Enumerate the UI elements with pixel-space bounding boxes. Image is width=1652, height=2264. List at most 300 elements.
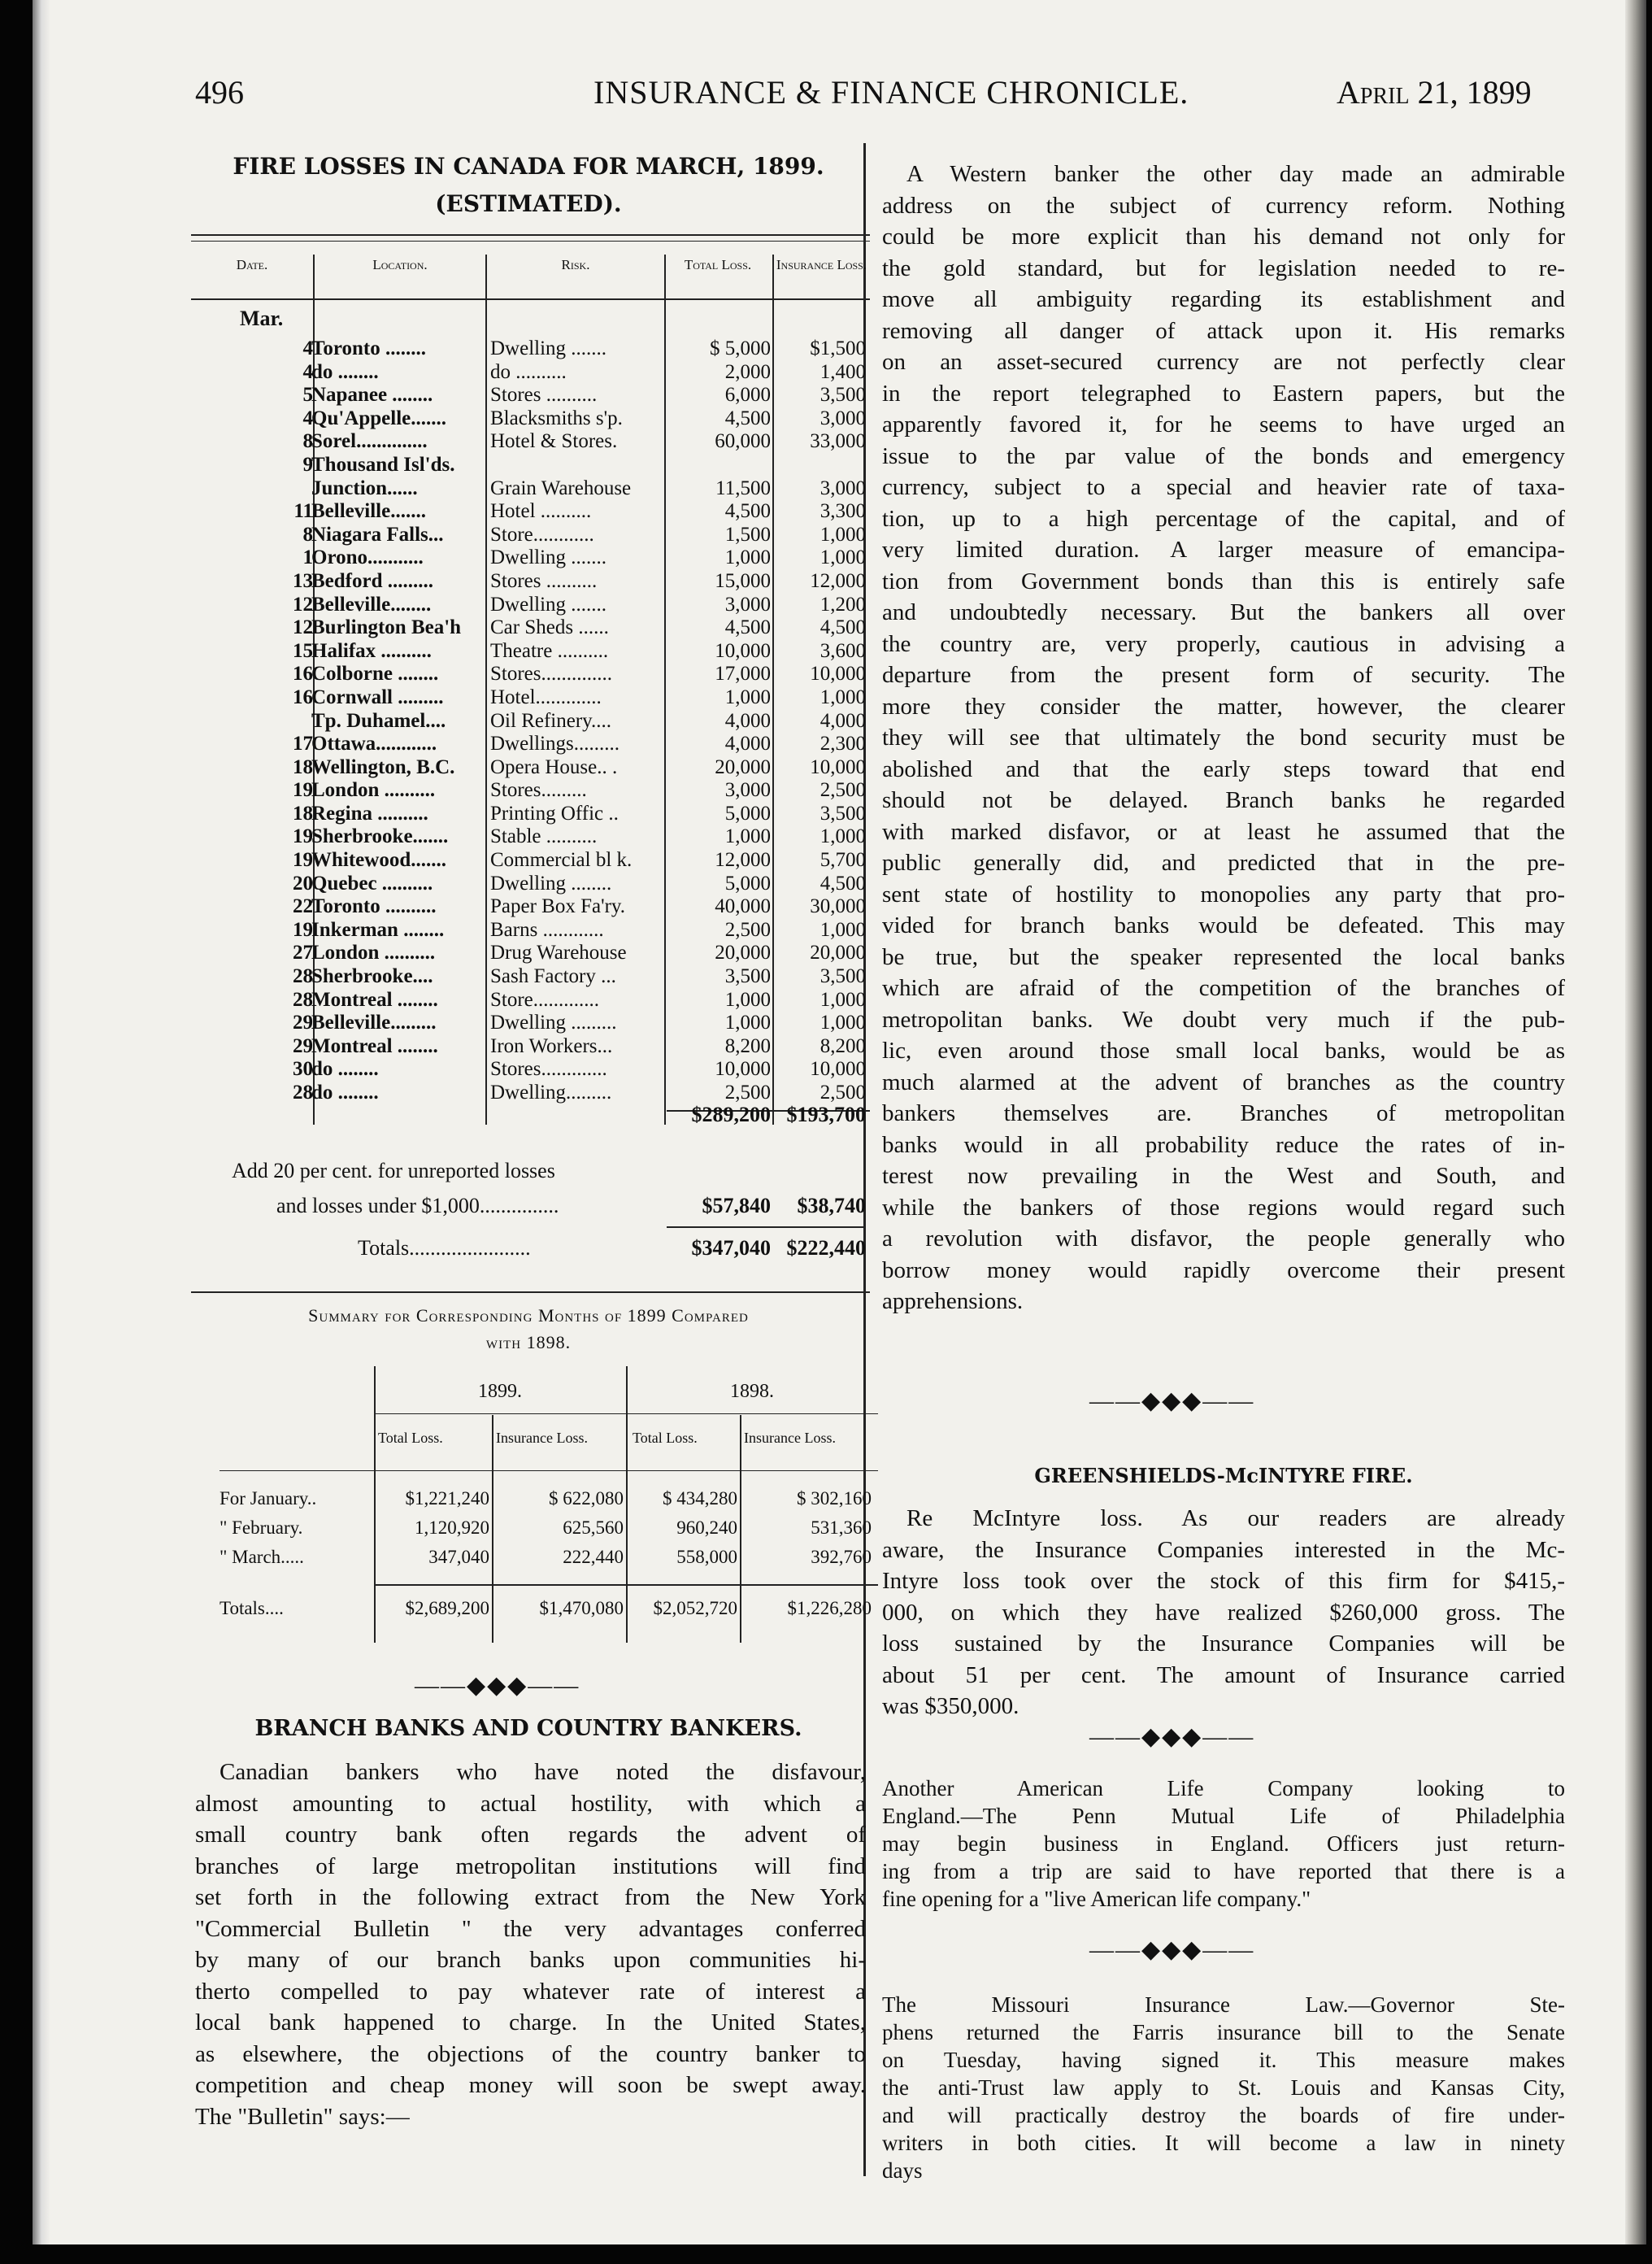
row-insurance-loss: 1,000 xyxy=(819,918,866,941)
text-line: address on the subject of currency reform. Nothing xyxy=(882,192,1565,219)
issue-date: April 21, 1899 xyxy=(1337,74,1532,111)
table-row xyxy=(191,500,870,524)
row-location: Junction...... xyxy=(311,477,418,499)
table-row xyxy=(191,546,870,570)
row-total-loss: 3,000 xyxy=(724,593,771,616)
row-total-loss: 4,500 xyxy=(724,616,771,639)
row-risk: Drug Warehouse xyxy=(490,942,627,964)
text-line: on an asset-secured currency are not perfectly clear xyxy=(882,349,1565,375)
row-risk: Paper Box Fa'ry. xyxy=(490,895,626,918)
page-binding-shadow xyxy=(33,0,50,2244)
text-line: apparently favored it, for he seems to have urged an xyxy=(882,411,1565,438)
row-location: Orono........... xyxy=(311,546,424,569)
text-line: loss sustained by the Insurance Companies will be xyxy=(882,1631,1565,1657)
text-line: currency, subject to a special and heavier rate of taxa- xyxy=(882,474,1565,500)
row-total-loss: 17,000 xyxy=(715,663,771,686)
row-insurance-loss: 10,000 xyxy=(810,755,866,778)
row-total-loss: 4,500 xyxy=(724,407,771,429)
table-row xyxy=(191,873,870,896)
summary-cell-label: " February. xyxy=(220,1517,303,1538)
text-line: tion, up to a high percentage of the capital, and of xyxy=(882,505,1565,532)
text-line: days xyxy=(882,2158,923,2183)
row-risk: Dwelling ....... xyxy=(490,546,607,569)
table-row xyxy=(191,849,870,873)
text-line: terest now prevailing in the West and South, and xyxy=(882,1163,1565,1189)
table-row xyxy=(191,663,870,686)
add-percent-line-2: and losses under $1,000............... xyxy=(276,1194,559,1217)
add-insurance-loss: $38,740 xyxy=(797,1194,866,1217)
row-date: 19 xyxy=(293,918,313,941)
row-location: Whitewood....... xyxy=(311,849,446,872)
row-insurance-loss: 1,000 xyxy=(819,523,866,546)
fire-losses-title: FIRE LOSSES IN CANADA FOR MARCH, 1899. xyxy=(233,153,824,180)
table-row xyxy=(191,710,870,734)
row-risk: Stores.............. xyxy=(490,663,612,686)
row-total-loss: 6,000 xyxy=(724,384,771,407)
row-total-loss: 4,500 xyxy=(724,500,771,523)
row-location: Napanee ........ xyxy=(311,384,433,407)
row-risk: Sash Factory ... xyxy=(490,965,616,988)
summary-cell-a: 347,040 xyxy=(428,1547,489,1567)
text-line: apprehensions. xyxy=(882,1288,1024,1314)
text-line: set forth in the following extract from the New York xyxy=(195,1884,866,1910)
summary-totals-a: $2,689,200 xyxy=(405,1598,489,1618)
row-location: Inkerman ........ xyxy=(311,918,445,941)
summary-table xyxy=(220,1366,878,1643)
row-risk: Stores .......... xyxy=(490,384,598,407)
row-insurance-loss: 1,000 xyxy=(819,825,866,848)
row-insurance-loss: 10,000 xyxy=(810,663,866,686)
row-date: 19 xyxy=(293,779,313,802)
row-risk: Stores......... xyxy=(490,779,587,802)
text-line: metropolitan banks. We doubt very much if the pub- xyxy=(882,1006,1565,1033)
text-line: much alarmed at the advent of branches as the country xyxy=(882,1069,1565,1095)
table-row xyxy=(191,477,870,501)
text-line: therto compelled to pay whatever rate of interest a xyxy=(195,1978,866,2005)
totals-rule xyxy=(667,1226,866,1228)
row-location: Quebec .......... xyxy=(311,872,433,895)
table-row xyxy=(191,989,870,1012)
row-date: 5 xyxy=(302,384,313,407)
month-label: Mar. xyxy=(240,307,284,330)
row-risk: Dwelling......... xyxy=(490,1082,612,1104)
text-line: more they consider the matter, however, the clearer xyxy=(882,693,1565,720)
row-total-loss: 4,000 xyxy=(724,733,771,755)
summary-cell-b: 222,440 xyxy=(563,1547,624,1567)
row-insurance-loss: 4,500 xyxy=(819,872,866,895)
page-edge-shadow xyxy=(1625,0,1646,2244)
row-insurance-loss: 2,300 xyxy=(819,733,866,755)
text-line: "Commercial Bulletin " the very advantages conferred xyxy=(195,1915,866,1942)
row-risk: Dwelling ........ xyxy=(490,872,612,895)
row-total-loss: 1,000 xyxy=(724,825,771,848)
text-line: in the report telegraphed to Eastern papers, but the xyxy=(882,380,1565,407)
row-date: 4 xyxy=(302,407,313,429)
summary-header-total-1898: Total Loss. xyxy=(633,1430,698,1446)
summary-cell-d: 531,360 xyxy=(811,1517,872,1538)
text-line: bankers themselves are. Branches of metropolitan xyxy=(882,1100,1565,1126)
row-risk: Hotel............. xyxy=(490,686,602,708)
column-header-location: Location. xyxy=(372,257,428,272)
row-location: Sorel.............. xyxy=(311,430,428,453)
text-line: A Western banker the other day made an admirable xyxy=(906,161,1565,187)
add-total-loss: $57,840 xyxy=(702,1194,771,1217)
fire-losses-table xyxy=(191,248,870,1122)
table-row xyxy=(191,407,870,431)
table-row xyxy=(191,919,870,943)
text-line: public generally did, and predicted that in the pre- xyxy=(882,850,1565,876)
row-total-loss: 2,000 xyxy=(724,360,771,383)
summary-totals-c: $2,052,720 xyxy=(653,1598,737,1618)
row-insurance-loss: 3,300 xyxy=(819,500,866,523)
text-line: as elsewhere, the objections of the country banker to xyxy=(195,2040,866,2067)
row-date: 8 xyxy=(302,430,313,453)
row-date: 8 xyxy=(302,523,313,546)
summary-header-total-1899: Total Loss. xyxy=(378,1430,443,1446)
row-date: 27 xyxy=(293,942,313,964)
text-line: they will see that ultimately the bond security must be xyxy=(882,725,1565,751)
text-line: issue to the par value of the bonds and emergency xyxy=(882,442,1565,469)
text-line: The Missouri Insurance Law.—Governor Ste- xyxy=(882,1992,1565,2017)
penn-mutual-paragraph xyxy=(882,1774,1565,1913)
column-header-total-loss: Total Loss. xyxy=(684,257,752,272)
branch-banks-title: BRANCH BANKS AND COUNTRY BANKERS. xyxy=(254,1716,802,1741)
row-insurance-loss: 3,600 xyxy=(819,639,866,662)
row-date: 12 xyxy=(293,616,313,639)
fire-losses-rows xyxy=(191,337,870,1105)
text-line: ing from a trip are said to have reported that there is a xyxy=(882,1859,1565,1883)
text-line: Another American Life Company looking to xyxy=(882,1776,1565,1800)
row-location: Bedford ......... xyxy=(311,569,433,592)
grand-insurance-loss: $222,440 xyxy=(786,1236,866,1260)
row-risk: Iron Workers... xyxy=(490,1034,613,1057)
text-line: about 51 per cent. The amount of Insurance carried xyxy=(882,1661,1565,1688)
text-line: the gold standard, but for legislation needed to re- xyxy=(882,255,1565,281)
section-ornament: ――◆◆◆―― xyxy=(1089,1936,1255,1963)
row-date: 19 xyxy=(293,825,313,848)
row-total-loss: 12,000 xyxy=(715,849,771,872)
row-total-loss: 15,000 xyxy=(715,569,771,592)
row-date: 17 xyxy=(293,733,313,755)
row-location: Belleville........ xyxy=(311,593,432,616)
summary-title-line-2: with 1898. xyxy=(485,1332,572,1352)
text-line: move all ambiguity regarding its establishment and xyxy=(882,286,1565,312)
table-row xyxy=(191,337,870,361)
row-insurance-loss: 3,500 xyxy=(819,965,866,988)
row-date: 16 xyxy=(293,686,313,708)
row-location: Toronto ........ xyxy=(311,337,427,359)
table-row xyxy=(191,384,870,407)
row-risk: Barns ............ xyxy=(490,918,604,941)
branch-banks-paragraph xyxy=(195,1757,866,2132)
summary-cell-c: 558,000 xyxy=(676,1547,737,1567)
text-line: very limited duration. A larger measure of emancipa- xyxy=(882,537,1565,563)
text-line: be true, but the speaker represented the local banks xyxy=(882,943,1565,970)
summary-cell-d: $ 302,160 xyxy=(797,1488,872,1509)
text-line: by many of our branch banks upon communities hi- xyxy=(195,1947,866,1973)
row-location: London .......... xyxy=(311,942,436,964)
row-location: Sherbrooke....... xyxy=(311,825,449,848)
table-row xyxy=(191,430,870,454)
section-ornament: ――◆◆◆―― xyxy=(1089,1723,1255,1750)
row-risk: Printing Offic .. xyxy=(490,802,619,825)
text-line: could be more explicit than his demand not only for xyxy=(882,224,1565,250)
row-date: 19 xyxy=(293,849,313,872)
row-location: Ottawa............ xyxy=(311,733,437,755)
page-number: 496 xyxy=(195,74,244,111)
row-total-loss: 2,500 xyxy=(724,1082,771,1104)
summary-title-line-1: Summary for Corresponding Months of 1899 Compared xyxy=(308,1305,749,1326)
row-risk: Blacksmiths s'p. xyxy=(490,407,623,429)
row-insurance-loss: 2,500 xyxy=(819,1082,866,1104)
summary-cell-d: 392,760 xyxy=(811,1547,872,1567)
row-insurance-loss: 10,000 xyxy=(810,1058,866,1081)
row-total-loss: 1,500 xyxy=(724,523,771,546)
text-line: and undoubtedly necessary. But the bankers all over xyxy=(882,599,1565,625)
text-line: banks would in all probability reduce the rates of in- xyxy=(882,1131,1565,1158)
row-insurance-loss: 3,000 xyxy=(819,407,866,429)
summary-totals-d: $1,226,280 xyxy=(787,1598,872,1618)
row-risk: Dwelling ......... xyxy=(490,1012,617,1034)
row-date: 16 xyxy=(293,663,313,686)
row-insurance-loss: 12,000 xyxy=(810,569,866,592)
row-risk: Theatre .......... xyxy=(490,639,609,662)
row-insurance-loss: 20,000 xyxy=(810,942,866,964)
text-line: the country are, very properly, cautious in advising a xyxy=(882,630,1565,657)
table-row xyxy=(191,570,870,594)
text-line: with marked disfavor, or at least he assumed that the xyxy=(882,818,1565,845)
row-insurance-loss: 4,000 xyxy=(819,709,866,732)
text-line: Canadian bankers who have noted the disfavour, xyxy=(220,1759,866,1785)
row-risk: Dwelling ....... xyxy=(490,593,607,616)
newspaper-page xyxy=(33,0,1646,2244)
row-location: do ........ xyxy=(311,1082,379,1104)
text-line: abolished and that the early steps toward that end xyxy=(882,755,1565,782)
column-header-risk: Risk. xyxy=(561,257,590,272)
table-row xyxy=(191,616,870,640)
row-location: Sherbrooke.... xyxy=(311,965,433,988)
row-date: 30 xyxy=(293,1058,313,1081)
column-header-insurance-loss: Insurance Loss. xyxy=(776,257,867,272)
row-date: 9 xyxy=(302,453,313,476)
row-total-loss: $ 5,000 xyxy=(710,337,771,359)
row-insurance-loss: 1,000 xyxy=(819,546,866,569)
row-total-loss: 8,200 xyxy=(724,1034,771,1057)
row-location: Belleville......... xyxy=(311,1012,437,1034)
text-line: phens returned the Farris insurance bill to the Senate xyxy=(882,2020,1565,2044)
row-insurance-loss: 3,500 xyxy=(819,384,866,407)
column-header-date: Date. xyxy=(236,257,268,272)
row-location: Halifax .......... xyxy=(311,639,432,662)
summary-cell-a: 1,120,920 xyxy=(415,1517,489,1538)
text-line: while the bankers of those regions would regard such xyxy=(882,1194,1565,1221)
row-location: Toronto .......... xyxy=(311,895,437,918)
table-row xyxy=(191,779,870,803)
row-date: 12 xyxy=(293,593,313,616)
text-line: should not be delayed. Branch banks he regarded xyxy=(882,787,1565,813)
row-insurance-loss: 3,500 xyxy=(819,802,866,825)
row-date: 20 xyxy=(293,872,313,895)
table-row xyxy=(191,1082,870,1105)
text-line: which are afraid of the competition of the branches of xyxy=(882,975,1565,1001)
row-date: 18 xyxy=(293,755,313,778)
table-row xyxy=(191,686,870,710)
row-total-loss: 4,000 xyxy=(724,709,771,732)
row-date: 29 xyxy=(293,1034,313,1057)
row-risk: Stable .......... xyxy=(490,825,598,848)
row-insurance-loss: 1,000 xyxy=(819,988,866,1011)
table-row xyxy=(191,454,870,477)
table-row xyxy=(191,1035,870,1059)
row-total-loss: 1,000 xyxy=(724,546,771,569)
table-row xyxy=(191,1012,870,1035)
row-total-loss: 10,000 xyxy=(715,639,771,662)
row-location: do ........ xyxy=(311,1058,379,1081)
table-row xyxy=(191,895,870,919)
row-total-loss: 20,000 xyxy=(715,755,771,778)
row-date: 4 xyxy=(302,337,313,359)
row-total-loss: 1,000 xyxy=(724,686,771,708)
row-insurance-loss: 33,000 xyxy=(810,430,866,453)
missouri-paragraph xyxy=(882,1991,1565,2184)
row-risk: Dwelling ....... xyxy=(490,337,607,359)
text-line: borrow money would rapidly overcome their present xyxy=(882,1256,1565,1283)
summary-year-1898: 1898. xyxy=(730,1381,774,1402)
text-line: vided for branch banks would be defeated. This may xyxy=(882,912,1565,938)
table-row xyxy=(191,361,870,385)
row-risk: Commercial bl k. xyxy=(490,849,633,872)
section-ornament: ――◆◆◆―― xyxy=(1089,1387,1255,1414)
summary-cell-c: $ 434,280 xyxy=(663,1488,737,1509)
row-insurance-loss: 4,500 xyxy=(819,616,866,639)
text-line: competition and cheap money will soon be swept away. xyxy=(195,2072,866,2098)
text-line: local bank happened to charge. In the United States, xyxy=(195,2009,866,2035)
row-date: 13 xyxy=(293,569,313,592)
row-total-loss: 11,500 xyxy=(715,477,771,499)
row-risk: Store............ xyxy=(490,523,594,546)
row-location: Regina .......... xyxy=(311,802,428,825)
text-line: aware, the Insurance Companies interested in the Mc- xyxy=(882,1536,1565,1563)
row-location: Burlington Bea'h xyxy=(311,616,462,639)
row-risk: Car Sheds ...... xyxy=(490,616,609,639)
summary-cell-c: 960,240 xyxy=(676,1517,737,1538)
table-row xyxy=(191,965,870,989)
summary-header-insurance-1899: Insurance Loss. xyxy=(496,1430,588,1446)
header-rule xyxy=(191,298,870,300)
row-total-loss: 1,000 xyxy=(724,988,771,1011)
row-date: 28 xyxy=(293,1082,313,1104)
text-line: was $350,000. xyxy=(882,1693,1019,1719)
row-insurance-loss: $1,500 xyxy=(810,337,866,359)
row-location: Belleville....... xyxy=(311,500,426,523)
table-row xyxy=(191,803,870,826)
row-location: Cornwall ......... xyxy=(311,686,444,708)
table-row xyxy=(191,825,870,849)
table-row xyxy=(191,594,870,617)
text-line: and will practically destroy the boards of fire under- xyxy=(882,2103,1565,2127)
row-risk: Hotel & Stores. xyxy=(490,430,618,453)
row-location: Niagara Falls... xyxy=(311,523,444,546)
summary-totals-b: $1,470,080 xyxy=(539,1598,624,1618)
sum-total-loss: $289,200 xyxy=(691,1103,771,1126)
summary-cell-b: $ 622,080 xyxy=(549,1488,624,1509)
row-insurance-loss: 1,400 xyxy=(819,360,866,383)
row-date: 15 xyxy=(293,639,313,662)
greenshields-paragraph xyxy=(882,1503,1565,1722)
text-line: small country bank often regards the advent of xyxy=(195,1822,866,1848)
row-location: do ........ xyxy=(311,360,379,383)
row-total-loss: 3,500 xyxy=(724,965,771,988)
summary-cell-b: 625,560 xyxy=(563,1517,624,1538)
row-insurance-loss: 30,000 xyxy=(810,895,866,918)
text-line: the anti-Trust law apply to St. Louis and Kansas City, xyxy=(882,2075,1565,2100)
row-insurance-loss: 5,700 xyxy=(819,849,866,872)
row-total-loss: 5,000 xyxy=(724,872,771,895)
row-date: 4 xyxy=(302,360,313,383)
row-insurance-loss: 2,500 xyxy=(819,779,866,802)
row-total-loss: 5,000 xyxy=(724,802,771,825)
summary-year-1899: 1899. xyxy=(478,1381,522,1402)
row-total-loss: 1,000 xyxy=(724,1012,771,1034)
text-line: departure from the present form of security. The xyxy=(882,662,1565,688)
row-risk: do .......... xyxy=(490,360,567,383)
row-location: London .......... xyxy=(311,779,436,802)
row-insurance-loss: 8,200 xyxy=(819,1034,866,1057)
row-risk: Opera House.. . xyxy=(490,755,618,778)
table-row xyxy=(191,942,870,965)
summary-cell-a: $1,221,240 xyxy=(405,1488,489,1509)
text-line: writers in both cities. It will become a law in ninety xyxy=(882,2131,1565,2155)
row-location: Colborne ........ xyxy=(311,663,439,686)
summary-top-rule xyxy=(191,1291,870,1293)
row-risk: Oil Refinery.... xyxy=(490,709,612,732)
text-line: removing all danger of attack upon it. His remarks xyxy=(882,317,1565,344)
text-line: fine opening for a "live American life company." xyxy=(882,1887,1311,1911)
table-top-rule xyxy=(191,234,870,236)
table-row xyxy=(191,1058,870,1082)
row-total-loss: 40,000 xyxy=(715,895,771,918)
summary-header-insurance-1898: Insurance Loss. xyxy=(744,1430,836,1446)
text-line: sent state of hostility to monopolies any party that pro- xyxy=(882,881,1565,908)
text-line: almost amounting to actual hostility, with which a xyxy=(195,1790,866,1817)
table-top-rule-2 xyxy=(191,241,870,242)
table-row xyxy=(191,756,870,780)
row-date: 28 xyxy=(293,988,313,1011)
row-insurance-loss: 1,200 xyxy=(819,593,866,616)
row-risk: Stores............. xyxy=(490,1058,607,1081)
row-total-loss: 10,000 xyxy=(715,1058,771,1081)
publication-title: INSURANCE & FINANCE CHRONICLE. xyxy=(593,74,1189,111)
row-risk: Store............. xyxy=(490,988,600,1011)
row-location: Montreal ........ xyxy=(311,1034,438,1057)
fire-losses-subtitle: (ESTIMATED). xyxy=(435,190,622,217)
text-line: a revolution with disfavor, the people generally who xyxy=(882,1226,1565,1252)
row-location: Montreal ........ xyxy=(311,988,438,1011)
greenshields-title: GREENSHIELDS-McINTYRE FIRE. xyxy=(1034,1464,1413,1487)
text-line: England.—The Penn Mutual Life of Philadelphia xyxy=(882,1804,1565,1828)
row-risk: Hotel .......... xyxy=(490,500,592,523)
row-risk: Stores .......... xyxy=(490,569,598,592)
section-ornament: ――◆◆◆―― xyxy=(415,1672,580,1699)
summary-cell-label: " March..... xyxy=(220,1547,304,1567)
summary-totals-label: Totals.... xyxy=(220,1598,284,1618)
text-line: may begin business in England. Officers just return- xyxy=(882,1831,1565,1856)
table-row xyxy=(191,640,870,664)
text-line: Re McIntyre loss. As our readers are already xyxy=(906,1505,1565,1531)
row-date: 22 xyxy=(293,895,313,918)
row-insurance-loss: 1,000 xyxy=(819,686,866,708)
text-line: lic, even around those small local banks, would be as xyxy=(882,1038,1565,1064)
